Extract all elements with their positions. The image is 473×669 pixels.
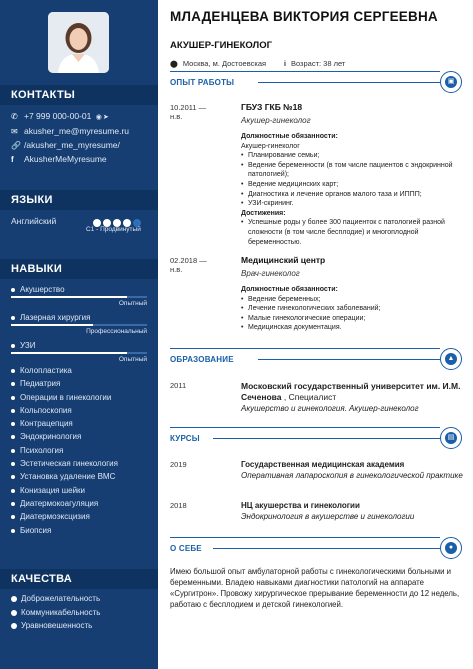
skill-bar	[11, 324, 147, 326]
skill-bar-fill	[11, 352, 127, 354]
divider	[170, 71, 440, 72]
education-sep: ,	[283, 392, 289, 402]
course-name: Эндокринология в акушерстве и гинекологии	[241, 511, 415, 521]
divider	[258, 82, 440, 83]
mail-icon: ✉	[11, 127, 18, 136]
skill-level: Опытный	[118, 356, 147, 363]
experience-details	[241, 132, 463, 247]
person-silhouette-icon	[48, 12, 109, 73]
education-org: Московский государственный университет им. И.М. Сеченова	[241, 381, 461, 402]
contact-facebook[interactable]	[11, 154, 107, 164]
experience-org: Медицинский центр	[241, 255, 326, 265]
skill-name: УЗИ	[11, 341, 147, 350]
experience-date	[170, 103, 206, 121]
certificate-icon: ▤	[440, 427, 462, 449]
experience-role: Врач-гинеколог	[241, 269, 300, 278]
user-icon: ●	[440, 537, 462, 559]
experience-title: ОПЫТ РАБОТЫ	[170, 78, 235, 87]
divider	[170, 427, 440, 428]
duties-title: Должностные обязанности:	[241, 133, 338, 140]
sidebar	[0, 0, 158, 669]
phone-text: +7 999 000-00-01	[24, 111, 92, 121]
education-entry	[241, 381, 463, 414]
quality-item: Уравновешенность	[11, 621, 100, 635]
quality-item: Доброжелательность	[11, 594, 100, 608]
qualities-header	[0, 569, 158, 589]
language-level: C1 - Продвинутый	[86, 226, 141, 233]
duties-list	[241, 151, 463, 209]
skill-name: Лазерная хирургия	[11, 313, 147, 322]
link-text: /akusher_me_myresume/	[24, 140, 120, 150]
experience-date	[170, 256, 207, 274]
skill-item: Педиатрия	[11, 379, 118, 392]
rated-skill	[11, 285, 147, 307]
skill-item: Диатермокоагуляция	[11, 499, 118, 512]
main-content	[158, 0, 473, 669]
whatsapp-icon: ◉	[95, 114, 102, 121]
duty-item: • Ведение беременности (в том числе пациентов с эндокринной патологией);	[241, 161, 463, 180]
phone-icon: ✆	[11, 112, 18, 121]
skill-item: Диатермоэксцизия	[11, 512, 118, 525]
location-pin-icon: ⬤	[170, 61, 178, 68]
skill-item: Операции в гинекологии	[11, 393, 118, 406]
duty-item: • Медицинская документация.	[241, 323, 463, 333]
skill-item: Установка удаление ВМС	[11, 472, 118, 485]
skill-item: Эндокринология	[11, 432, 118, 445]
date-end: н.в.	[170, 112, 183, 121]
duty-item: • Лечение гинекологических заболеваний;	[241, 304, 463, 314]
skill-item: Эстетическая гинекология	[11, 459, 118, 472]
achievements-list	[241, 218, 463, 247]
skill-item: Биопсия	[11, 526, 118, 539]
languages-header	[0, 190, 158, 210]
date-start: 02.2018 —	[170, 256, 207, 265]
education-date: 2011	[170, 381, 187, 390]
skills-header	[0, 259, 158, 279]
skill-bar	[11, 352, 147, 354]
date-end: н.в.	[170, 265, 183, 274]
education-degree: Специалист	[288, 392, 337, 402]
location-text: Москва, м. Достоевская	[182, 59, 267, 68]
experience-org: ГБУЗ ГКБ №18	[241, 102, 303, 112]
contact-link[interactable]	[11, 140, 120, 150]
skills-list	[11, 366, 118, 539]
date-start: 10.2011 —	[170, 103, 207, 112]
skill-item: Психология	[11, 446, 118, 459]
telegram-icon: ➤	[102, 114, 109, 121]
skill-level: Опытный	[118, 300, 147, 307]
divider	[170, 537, 440, 538]
duty-item: • Ведение медицинских карт;	[241, 180, 463, 190]
graduation-cap-icon: ▲	[440, 348, 462, 370]
rated-skill	[11, 341, 147, 363]
duties-list	[241, 295, 463, 333]
achievements-title: Достижения:	[241, 209, 286, 217]
qualities-title: КАЧЕСТВА	[11, 573, 73, 585]
full-name: МЛАДЕНЦЕВА ВИКТОРИЯ СЕРГЕЕВНА	[170, 9, 438, 24]
age	[284, 59, 345, 68]
experience-details	[241, 285, 463, 333]
facebook-icon: f	[11, 155, 14, 164]
skill-item: Конизация шейки	[11, 486, 118, 499]
age-text: Возраст: 38 лет	[290, 59, 346, 68]
skill-item: Кольпоскопия	[11, 406, 118, 419]
briefcase-icon: ▣	[440, 71, 462, 93]
achievement-item: • Успешные роды у более 300 пациенток с патологией разной сложности (в том числе бесплодие) и многоплодной беременностью.	[241, 218, 463, 247]
divider	[213, 438, 440, 439]
skill-name: Акушерство	[11, 285, 147, 294]
job-title: АКУШЕР-ГИНЕКОЛОГ	[170, 40, 272, 51]
course-date: 2019	[170, 460, 187, 469]
duty-item: • Диагностика и лечение органов малого таза и ИППП;	[241, 190, 463, 200]
skill-bar-fill	[11, 296, 127, 298]
skills-title: НАВЫКИ	[11, 263, 63, 275]
course-entry	[241, 460, 463, 481]
link-icon: 🔗	[11, 141, 21, 150]
location	[170, 59, 266, 68]
course-org: Государственная медицинская академия	[241, 460, 405, 469]
duty-item: • Планирование семьи;	[241, 151, 463, 161]
duties-title: Должностные обязанности:	[241, 286, 338, 293]
languages-title: ЯЗЫКИ	[11, 194, 53, 206]
info-icon: i	[284, 61, 286, 68]
skill-bar-fill	[11, 324, 93, 326]
duties-intro: Акушер-гинеколог	[241, 142, 300, 150]
divider	[170, 348, 440, 349]
skill-level: Профессиональный	[86, 328, 147, 335]
divider	[258, 359, 440, 360]
language-name: Английский	[11, 216, 57, 226]
skill-bar	[11, 296, 147, 298]
course-date: 2018	[170, 501, 187, 510]
about-text: Имею большой опыт амбулаторной работы с гинекологическими больными и беременными. Владею навыками диагностики патологий на аппарате «Сургитрон». Провожу хирургическое прерывание беременности до 12 недель, работаю с бесплодием и детской гинекологией.	[170, 567, 460, 610]
education-field: Акушерство и гинекология. Акушер-гинеколог	[241, 404, 419, 413]
quality-item: Коммуникабельность	[11, 608, 100, 622]
skill-item: Контрацепция	[11, 419, 118, 432]
contacts-title: КОНТАКТЫ	[11, 89, 76, 101]
divider	[213, 548, 440, 549]
experience-role: Акушер-гинеколог	[241, 116, 311, 125]
course-entry	[241, 501, 463, 522]
email-text: akusher_me@myresume.ru	[24, 126, 129, 136]
contact-email[interactable]	[11, 126, 129, 136]
course-org: НЦ акушерства и гинекологии	[241, 501, 360, 510]
about-title: О СЕБЕ	[170, 544, 202, 553]
education-title: ОБРАЗОВАНИЕ	[170, 355, 234, 364]
course-name: Оперативная лапароскопия в гинекологической практике	[241, 470, 463, 480]
qualities-list	[11, 594, 100, 635]
courses-title: КУРСЫ	[170, 434, 200, 443]
duty-item: • Ведение беременных;	[241, 295, 463, 305]
facebook-text: AkusherMeMyresume	[24, 154, 107, 164]
contacts-header	[0, 85, 158, 105]
duty-item: • УЗИ-скрининг.	[241, 199, 463, 209]
skill-item: Колопластика	[11, 366, 118, 379]
rated-skill	[11, 313, 147, 335]
contact-phone[interactable]	[11, 111, 109, 121]
duty-item: • Малые гинекологические операции;	[241, 314, 463, 324]
profile-photo	[48, 12, 109, 73]
